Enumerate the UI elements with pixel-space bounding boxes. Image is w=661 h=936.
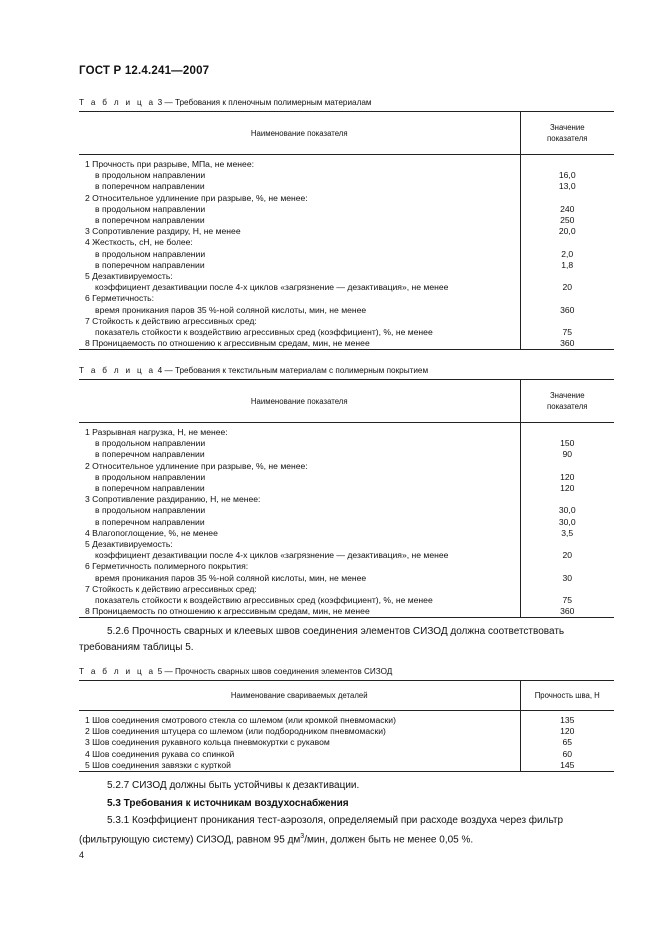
- table3-row-label: показатель стойкости к воздействию агрессивных сред (коэффициент), %, не менее: [79, 327, 520, 338]
- table5-row-label: 2 Шов соединения штуцера со шлемом (или подбородником пневмомаски): [79, 726, 520, 737]
- table3-row-value: 20,0: [558, 226, 576, 237]
- table4-row: [79, 606, 614, 618]
- table3-row-label: 5 Дезактивируемость:: [79, 271, 520, 282]
- table4-row: [79, 438, 614, 449]
- table3-row: [79, 181, 614, 192]
- table3-row-label: 7 Стойкость к действию агрессивных сред:: [79, 316, 520, 327]
- paragraph-5-3-1: 5.3.1 Коэффициент проникания тест-аэрозоля, определяемый при расходе воздуха через фильтр (фильтрующую систему) СИЗОД, равном 95 $дм^3$/мин, должен быть не менее 0,05 %.: [79, 815, 564, 846]
- table5-row-value: 120: [560, 726, 575, 737]
- table4-row-label: 8 Проницаемость по отношению к агрессивным средам, мин, не менее: [79, 606, 520, 618]
- table3-row: [79, 204, 614, 215]
- table4-row-label: в поперечном направлении: [79, 449, 520, 460]
- paragraph-5-2-7: 5.2.7 СИЗОД должны быть устойчивы к дезактивации.: [107, 780, 360, 791]
- table3-row-value: [520, 237, 614, 248]
- table3-col-value-header: Значение показателя: [520, 112, 614, 155]
- table3-row-label: в поперечном направлении: [79, 260, 520, 271]
- section-heading-5-3: 5.3 Требования к источникам воздухоснабжения: [107, 798, 349, 809]
- table3-row-value: 2,0: [561, 248, 574, 259]
- table4-row-label: показатель стойкости к воздействию агрессивных сред (коэффициент), %, не менее: [79, 595, 520, 606]
- table4-row-label: время проникания паров 35 %-ной соляной кислоты, мин, не менее: [79, 573, 520, 584]
- table4-caption-prefix: Т а б л и ц а: [79, 366, 156, 375]
- table3-row-label: 4 Жесткость, сН, не более:: [79, 237, 520, 248]
- table5-row-value: 60: [562, 748, 573, 759]
- table3-row: [79, 338, 614, 350]
- table3-row: [79, 305, 614, 316]
- table5-row: [79, 737, 614, 748]
- table3-row-label: в продольном направлении: [79, 249, 520, 260]
- table4-row-label: 3 Сопротивление раздиранию, Н, не менее:: [79, 494, 520, 505]
- table4-row-value: 360: [520, 606, 614, 618]
- table3-row-value: 13,0: [558, 181, 576, 192]
- table4-row: [79, 505, 614, 516]
- table3-row-value: 250: [560, 215, 575, 226]
- table3-row: [79, 170, 614, 181]
- table3-row-value: 1,8: [561, 259, 574, 270]
- table3-row: [79, 193, 614, 204]
- table4-row-label: в продольном направлении: [79, 438, 520, 449]
- table4-row-value: 30: [562, 572, 573, 583]
- table5-caption-text: 5 — Прочность сварных швов соединения элементов СИЗОД: [157, 667, 393, 676]
- table3-caption-text: 3 — Требования к пленочным полимерным материалам: [157, 98, 372, 107]
- table5-row-label: 3 Шов соединения рукавного кольца пневмокуртки с рукавом: [79, 737, 520, 748]
- table4-row: [79, 528, 614, 539]
- table5-row-label: 1 Шов соединения смотрового стекла со шлемом (или кромкой пневмомаски): [79, 715, 520, 726]
- table4-row-label: в поперечном направлении: [79, 483, 520, 494]
- table4-row-value: 150: [560, 438, 575, 449]
- table3-row-label: в продольном направлении: [79, 170, 520, 181]
- table4-row-value: 120: [560, 471, 575, 482]
- table3-row-label: 3 Сопротивление раздиру, Н, не менее: [79, 226, 520, 237]
- table4-row-value: 30,0: [558, 516, 576, 527]
- table5-row: [79, 749, 614, 760]
- table4-row: [79, 461, 614, 472]
- table3-row-value: 75: [562, 327, 573, 338]
- table4-row-value: [520, 494, 614, 505]
- table3-row: [79, 159, 614, 170]
- table4-row-label: 2 Относительное удлинение при разрыве, %, не менее:: [79, 461, 520, 472]
- table3-row: [79, 282, 614, 293]
- table4-row-value: [520, 539, 614, 550]
- table4-row-value: 120: [560, 483, 575, 494]
- table4-row-label: 6 Герметичность полимерного покрытия:: [79, 561, 520, 572]
- document-header: ГОСТ Р 12.4.241—2007: [79, 65, 210, 77]
- table4-row-label: 5 Дезактивируемость:: [79, 539, 520, 550]
- paragraph-5-2-6: 5.2.6 Прочность сварных и клеевых швов соединения элементов СИЗОД должна соответствовать требованиям таблицы 5.: [79, 626, 565, 653]
- table3-row: [79, 316, 614, 327]
- page-number: 4: [79, 850, 85, 860]
- table3-row: [79, 226, 614, 237]
- table3-row-label: 2 Относительное удлинение при разрыве, %, не менее:: [79, 193, 520, 204]
- table4-row-value: [520, 461, 614, 472]
- table4-row-label: 7 Стойкость к действию агрессивных сред:: [79, 584, 520, 595]
- table3-row-label: коэффициент дезактивации после 4-х циклов «загрязнение — дезактивация», не менее: [79, 282, 520, 293]
- table4-row: [79, 561, 614, 572]
- table4-row-value: [520, 561, 614, 572]
- table3-row-label: 6 Герметичность:: [79, 293, 520, 304]
- table3-row-value: [520, 159, 614, 170]
- table3-row: [79, 249, 614, 260]
- table3-row-label: в поперечном направлении: [79, 215, 520, 226]
- table3-row-label: 8 Проницаемость по отношению к агрессивным средам, мин, не менее: [79, 338, 520, 350]
- table4-row-label: 4 Влагопоглощение, %, не менее: [79, 528, 520, 539]
- table4-row: [79, 472, 614, 483]
- table5-row-value: 145: [520, 760, 614, 772]
- table3-row: [79, 260, 614, 271]
- table5-row: [79, 760, 614, 772]
- table5-row: [79, 726, 614, 737]
- table3-row: [79, 327, 614, 338]
- table4-row: [79, 494, 614, 505]
- table3-row-value: [520, 193, 614, 204]
- table3-caption-prefix: Т а б л и ц а: [79, 98, 156, 107]
- table4-row-value: 3,5: [561, 527, 574, 538]
- table3-row: [79, 237, 614, 248]
- table3-row-value: [520, 316, 614, 327]
- table5-col-name-header: Наименование свариваемых деталей: [79, 681, 520, 711]
- table3-row-value: [520, 271, 614, 282]
- table4-row-label: в продольном направлении: [79, 505, 520, 516]
- table4-row-value: [520, 427, 614, 438]
- table5-row-value: 65: [562, 737, 573, 748]
- table3-row: [79, 293, 614, 304]
- table5-caption-prefix: Т а б л и ц а: [79, 667, 156, 676]
- table4-col-value-header: Значение показателя: [520, 380, 614, 423]
- table4-row: [79, 539, 614, 550]
- table3-row-value: [520, 293, 614, 304]
- table4-row: [79, 595, 614, 606]
- table3-row-label: 1 Прочность при разрыве, МПа, не менее:: [79, 159, 520, 170]
- table4-caption-text: 4 — Требования к текстильным материалам с полимерным покрытием: [157, 366, 429, 375]
- table4-caption: [79, 366, 428, 375]
- table4: [79, 379, 614, 618]
- table4-body: [79, 423, 614, 618]
- table4-row: [79, 550, 614, 561]
- table4-row-value: 20: [562, 550, 573, 561]
- table5: [79, 680, 614, 772]
- table4-row-label: 1 Разрывная нагрузка, Н, не менее:: [79, 427, 520, 438]
- table5-row-label: 5 Шов соединения завязки с курткой: [79, 760, 520, 772]
- table3-row-label: в продольном направлении: [79, 204, 520, 215]
- table4-row: [79, 427, 614, 438]
- table3-row: [79, 271, 614, 282]
- table4-row: [79, 517, 614, 528]
- table4-col-name-header: Наименование показателя: [79, 380, 520, 423]
- table3-caption: [79, 98, 372, 107]
- table4-row: [79, 483, 614, 494]
- table3-row-value: 360: [560, 304, 575, 315]
- table3-row-value: 360: [520, 338, 614, 350]
- table4-row-label: коэффициент дезактивации после 4-х циклов «загрязнение — дезактивация», не менее: [79, 550, 520, 561]
- table5-col-value-header: Прочность шва, Н: [520, 681, 614, 711]
- table4-row-value: [520, 584, 614, 595]
- table3: [79, 111, 614, 350]
- table4-row-value: 90: [562, 449, 573, 460]
- table5-row: [79, 715, 614, 726]
- table3-row: [79, 215, 614, 226]
- table4-row-label: в поперечном направлении: [79, 517, 520, 528]
- table3-body: [79, 155, 614, 350]
- table3-row-label: в поперечном направлении: [79, 181, 520, 192]
- table3-row-value: 20: [562, 282, 573, 293]
- table5-caption: [79, 667, 392, 676]
- table4-row-value: 75: [562, 595, 573, 606]
- table5-row-value: 135: [560, 715, 575, 725]
- table4-row: [79, 449, 614, 460]
- table5-row-label: 4 Шов соединения рукава со спинкой: [79, 749, 520, 760]
- table3-row-value: 240: [560, 203, 575, 214]
- table5-body: [79, 711, 614, 772]
- table4-row: [79, 573, 614, 584]
- table4-row: [79, 584, 614, 595]
- table4-row-label: в продольном направлении: [79, 472, 520, 483]
- table3-col-name-header: Наименование показателя: [79, 112, 520, 155]
- table3-row-value: 16,0: [558, 170, 576, 181]
- table4-row-value: 30,0: [558, 505, 576, 516]
- table3-row-label: время проникания паров 35 %-ной соляной кислоты, мин, не менее: [79, 305, 520, 316]
